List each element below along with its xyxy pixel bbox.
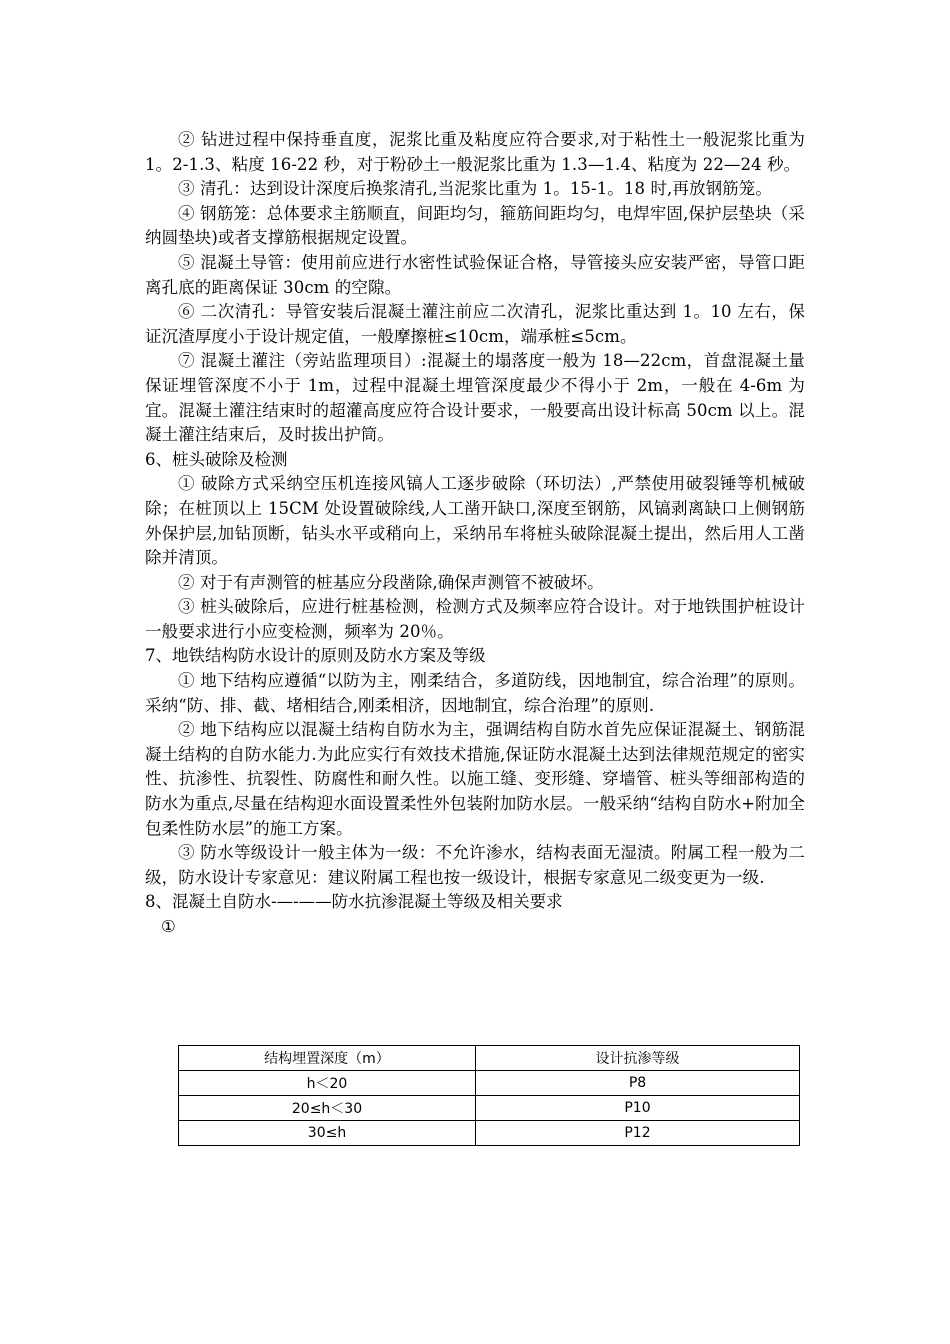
paragraph: ⑦ 混凝土灌注（旁站监理项目）:混凝土的塌落度一般为 18—22cm，首盘混凝土量保证埋管深度不小于 1m，过程中混凝土埋管深度最少不得小于 2m，一般在 4-6m 为宜。混凝土灌注结束时的超灌高度应符合设计要求，一般要高出设计标高 50cm 以上。混凝土灌注结束后，及时拔出护筒。: [145, 351, 805, 445]
table-cell: P10: [476, 1096, 800, 1121]
paragraph: ① 破除方式采纳空压机连接风镐人工逐步破除（环切法）,严禁使用破裂锤等机械破除；在桩顶以上 15CM 处设置破除线,人工凿开缺口,深度至钢筋，风镐剥离缺口上侧钢筋外保护层,加钻顶断，钻头水平或稍向上，采纳吊车将桩头破除混凝土提出，然后用人工凿除并清顶。: [145, 474, 805, 568]
paragraph: ② 对于有声测管的桩基应分段凿除,确保声测管不被破坏。: [178, 572, 604, 592]
paragraph: ② 钻进过程中保持垂直度，泥浆比重及粘度应符合要求,对于粘性土一般泥浆比重为 1。2-1.3、粘度 16-22 秒，对于粉砂土一般泥浆比重为 1.3—1.4、粘度为 22—24 秒。: [145, 130, 805, 174]
paragraph: ② 地下结构应以混凝土结构自防水为主，强调结构自防水首先应保证混凝土、钢筋混凝土结构的自防水能力.为此应实行有效技术措施,保证防水混凝土达到法律规范规定的密实性、抗渗性、抗裂性、防腐性和耐久性。以施工缝、变形缝、穿墙管、桩头等细部构造的防水为重点,尽量在结构迎水面设置柔性外包装附加防水层。一般采纳“结构自防水+附加全包柔性防水层”的施工方案。: [145, 720, 805, 838]
table-cell: 30≤h: [179, 1121, 476, 1146]
column-header: 结构埋置深度（m）: [179, 1046, 476, 1071]
table-row: [179, 1071, 800, 1096]
table-cell: P12: [476, 1121, 800, 1146]
document-body: [145, 128, 805, 939]
list-marker: ①: [161, 917, 176, 936]
impermeability-table: [178, 1045, 800, 1146]
paragraph: ① 地下结构应遵循“以防为主，刚柔结合，多道防线，因地制宜，综合治理”的原则。采纳“防、排、截、堵相结合,刚柔相济，因地制宜，综合治理”的原则.: [145, 671, 805, 715]
paragraph: ⑤ 混凝土导管：使用前应进行水密性试验保证合格，导管接头应安装严密，导管口距离孔底的距离保证 30cm 的空隙。: [145, 252, 805, 297]
table-row: [179, 1096, 800, 1121]
section-heading: 7、地铁结构防水设计的原则及防水方案及等级: [145, 646, 486, 666]
table-header-row: [179, 1046, 800, 1071]
paragraph: ⑥ 二次清孔：导管安装后混凝土灌注前应二次清孔，泥浆比重达到 1。10 左右，保证沉渣厚度小于设计规定值，一般摩擦桩≤10cm，端承桩≤5cm。: [145, 302, 805, 346]
table-cell: h＜20: [179, 1071, 476, 1096]
table-row: [179, 1121, 800, 1146]
paragraph: ③ 清孔：达到设计深度后换浆清孔,当泥浆比重为 1。15-1。18 时,再放钢筋笼。: [178, 179, 772, 199]
paragraph: ③ 桩头破除后，应进行桩基检测，检测方式及频率应符合设计。对于地铁围护桩设计一般要求进行小应变检测，频率为 20％。: [145, 597, 805, 641]
table-cell: P8: [476, 1071, 800, 1096]
paragraph: ③ 防水等级设计一般主体为一级：不允许渗水，结构表面无湿渍。附属工程一般为二级，防水设计专家意见：建议附属工程也按一级设计，根据专家意见二级变更为一级.: [145, 843, 805, 887]
paragraph: ④ 钢筋笼：总体要求主筋顺直，间距均匀，箍筋间距均匀，电焊牢固,保护层垫块（采纳圆垫块)或者支撑筋根据规定设置。: [145, 203, 805, 248]
column-header: 设计抗渗等级: [476, 1046, 800, 1071]
section-heading: 6、桩头破除及检测: [145, 449, 288, 469]
table-cell: 20≤h＜30: [179, 1096, 476, 1121]
section-heading: 8、混凝土自防水-—-——防水抗渗混凝土等级及相关要求: [145, 892, 563, 912]
